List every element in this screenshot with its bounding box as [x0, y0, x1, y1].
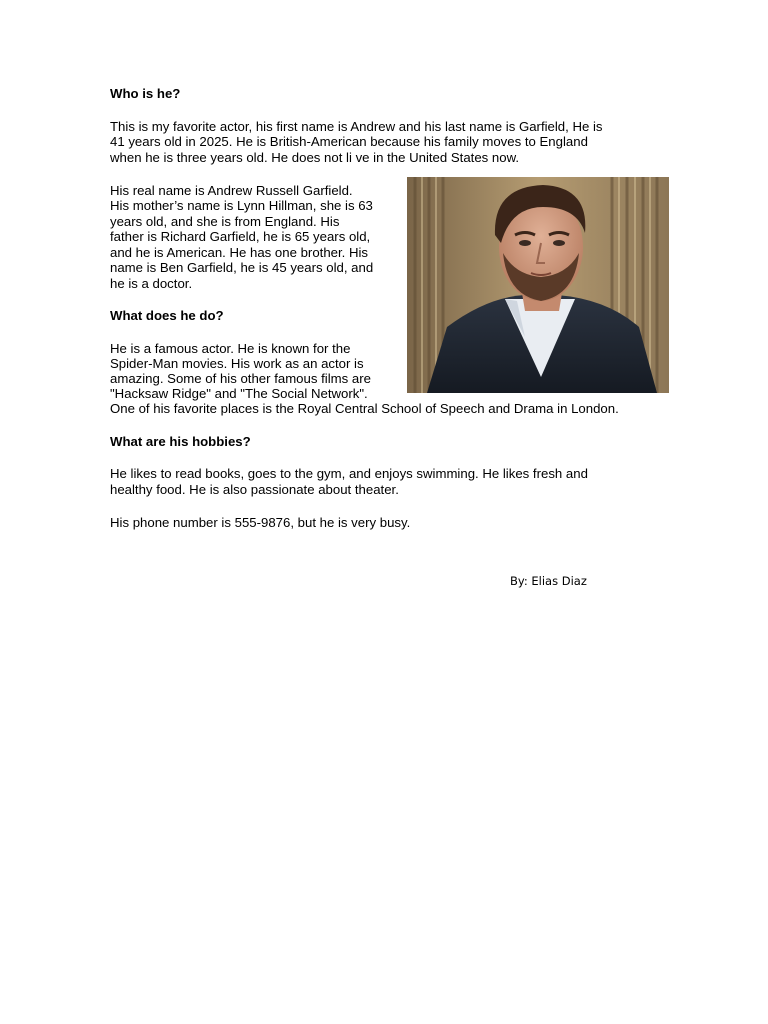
text-line: amazing. Some of his other famous films are: [110, 371, 371, 386]
text-line: Spider-Man movies. His work as an actor is: [110, 356, 364, 371]
heading-hobbies: What are his hobbies?: [110, 434, 251, 449]
text-line: His real name is Andrew Russell Garfield.: [110, 183, 353, 198]
heading-who-is-he: Who is he?: [110, 86, 181, 101]
text-line: father is Richard Garfield, he is 65 years old,: [110, 229, 371, 244]
byline: By: Elias Diaz: [510, 574, 587, 588]
text-line: He is a famous actor. He is known for the: [110, 341, 351, 356]
actor-photo: [407, 177, 669, 393]
text-line: One of his favorite places is the Royal Central School of Speech and Drama in London.: [110, 401, 619, 416]
text-line: he is a doctor.: [110, 276, 193, 291]
actor-portrait-illustration: [407, 177, 669, 393]
text-line: years old, and she is from England. His: [110, 214, 340, 229]
text-line: and he is American. He has one brother. His: [110, 245, 369, 260]
text-line: His mother’s name is Lynn Hillman, she is 63: [110, 198, 373, 213]
text-line: 41 years old in 2025. He is British-American because his family moves to England: [110, 134, 588, 149]
text-line: healthy food. He is also passionate about theater.: [110, 482, 399, 497]
text-line: His phone number is 555-9876, but he is very busy.: [110, 515, 411, 530]
text-line: name is Ben Garfield, he is 45 years old, and: [110, 260, 374, 275]
text-line: He likes to read books, goes to the gym, and enjoys swimming. He likes fresh and: [110, 466, 588, 481]
text-line: This is my favorite actor, his first name is Andrew and his last name is Garfield, He is: [110, 119, 603, 134]
text-line: when he is three years old. He does not li ve in the United States now.: [110, 150, 520, 165]
heading-what-does-he-do: What does he do?: [110, 308, 224, 323]
text-line: "Hacksaw Ridge" and "The Social Network".: [110, 386, 368, 401]
